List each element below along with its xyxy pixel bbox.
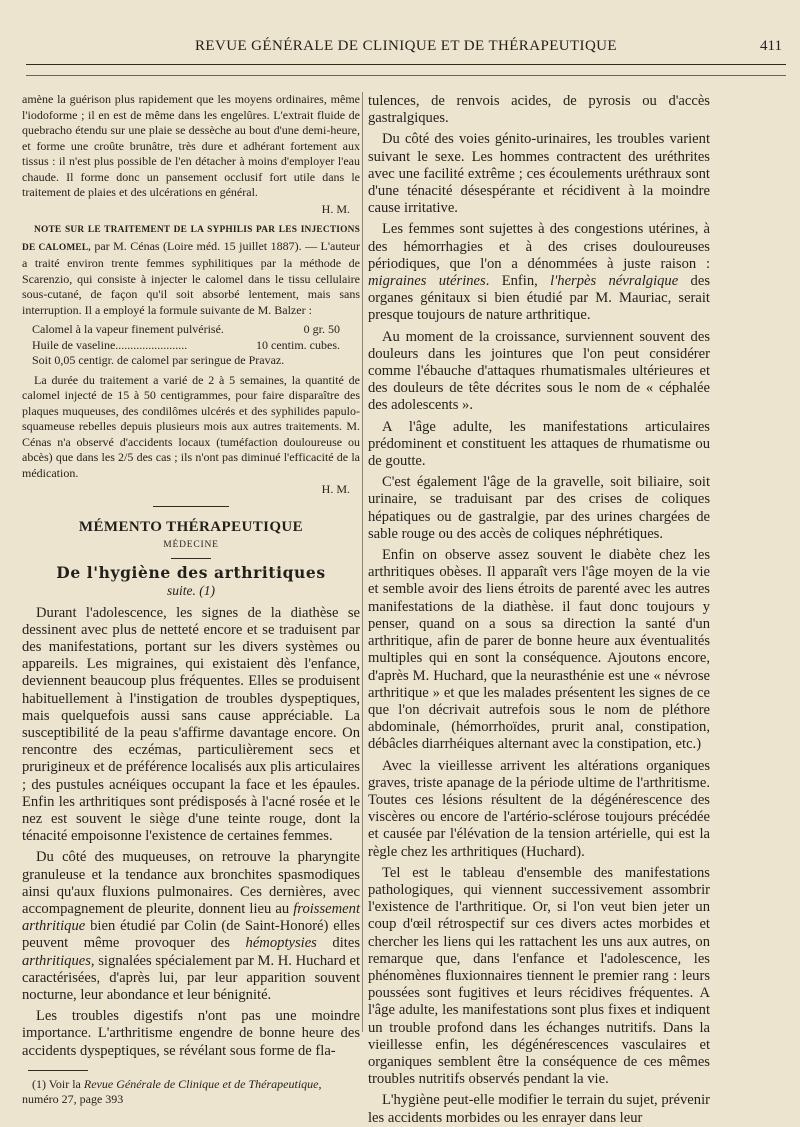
paragraph: L'hygiène peut-elle modifier le terrain du sujet, prévenir les accidents morbides ou les enrayer dans leur (368, 1092, 710, 1126)
paragraph: Enfin on observe assez souvent le diabète chez les arthritiques obèses. Il apparaît vers l'âge moyen de la vie et semble avoir des liens étroits de parenté avec les autres manifestations de la diathèse. il faut donc toujours y penser, quand on a sous sa direction la santé d'un arthritique, afin de parer de bonne heure aux éventualités multiples qui en sont la conséquence. Ajoutons encore, d'après M. Huchard, que la neurasthénie est une « névrose arthritique » et que les malades présentent les signes de ce que l'on décrivait autrefois sous le nom de pléthore abdominale, (hémorrhoïdes, prurit anal, constipation, débâcles diarrhéiques alternant avec la constipation, etc.) (368, 547, 710, 753)
journal-title: REVUE GÉNÉRALE DE CLINIQUE ET DE THÉRAPEUTIQUE (195, 38, 617, 54)
note-title: NOTE SUR LE TRAITEMENT DE LA SYPHILIS PAR LES INJECTIONS DE CALOMEL, (22, 225, 360, 253)
formula-item: Huile de vaseline........................ (32, 337, 188, 352)
paragraph: Au moment de la croissance, surviennent souvent des douleurs dans les jointures que l'on peut considérer comme l'ébauche d'attaques rhumatismales ultérieures et des douleurs de tête décrites sous le nom de « céphalée des adolescents ». (368, 328, 710, 414)
header-rule (26, 64, 786, 65)
paragraph: amène la guérison plus rapidement que les moyens ordinaires, même l'iodoforme ; il en est de même dans les engelûres. L'extrait fluide de quebracho étendu sur une plaie se dessèche au bout d'une demi-heure, et forme une croûte brunâtre, très dure et adhérant fortement aux tissus : il n'est plus possible de l'en détacher à moins d'employer l'eau chaude. Il forme donc un pansement occlusif fort utile dans le traitement de plaies et des ulcérations en général. (22, 92, 360, 199)
section-divider (153, 506, 229, 507)
signature: H. M. (321, 482, 350, 496)
footnote: (1) Voir la Revue Générale de Clinique et de Thérapeutique, numéro 27, page 393 (22, 1076, 322, 1106)
article-continuation: suite. (1) (167, 582, 215, 598)
section-heading: MÉMENTO THÉRAPEUTIQUE (78, 518, 304, 535)
header-rule-thin (26, 75, 786, 76)
formula-summary: Soit 0,05 centigr. de calomel par seringue de Pravaz. (32, 353, 285, 367)
small-divider (171, 558, 211, 559)
formula-row (32, 322, 360, 338)
signature: H. M. (321, 201, 350, 216)
footnote-rule (28, 1070, 88, 1071)
paragraph: La durée du traitement a varié de 2 à 5 semaines, la quantité de calomel injecté de 15 à 50 centigrammes, pour faire disparaître des plaques muqueuses, des condilômes ulcérés et des syphilides papulo-squameuse rebelles depuis plusieurs mois aux autres traitements. M. Cénas n'a observé d'accidents locaux (tuméfaction douloureuse ou abcès) que dans les 2/5 des cas ; ils n'ont pas diminué l'efficacité de la médication. (22, 372, 360, 480)
note-author: par M. Cénas (Loire méd. 15 juillet 1887). (94, 238, 302, 253)
article-body-left (22, 605, 360, 1060)
note-body: — L'auteur a traité environ trente femmes syphilitiques par la méthode de Scarenzio, qui consiste à injecter le calomel dans le tissu cellulaire sous-cutané, de façon qu'il soit absorbé lentement, mais sans interruption. Il a employé la formule suivante de M. Balzer : (22, 238, 361, 317)
formula-dose: 10 centim. cubes. (256, 337, 340, 352)
right-column (368, 93, 710, 1127)
paragraph: Avec la vieillesse arrivent les altérations organiques graves, triste apanage de la période ultime de l'arthritisme. Toutes ces lésions résultent de la dégénérescence des viscères ou encore de l'artério-sclérose toujours précédée et causée par l'élévation de la tension artérielle, qui est la règle chez les arthritiques (Huchard). (368, 757, 710, 860)
column-divider (362, 92, 363, 1032)
paragraph: C'est également l'âge de la gravelle, soit biliaire, soit urinaire, se traduisant par des crises de coliques hépatiques ou de gastralgie, par des urines chargées de sable rouge ou des accès de coliques néphrétiques. (368, 474, 710, 542)
paragraph: Durant l'adolescence, les signes de la diathèse se dessinent avec plus de netteté encore et se traduisent par des manifestations, portant sur les divers systèmes ou appareils. Les migraines, qui existaient dès l'enfance, deviennent beaucoup plus fréquentes. Elles se produisent habituellement à l'instigation de troubles dyspeptiques, mais quelquefois aussi sans cause appréciable. La susceptibilité de la peau s'affirme davantage encore. On rencontre des eczémas, particulièrement secs et prurigineux et de préférence localisés aux plis articulaires ; des pustules acnéiques occupant la face et les épaules. Enfin les arthritiques sont prédisposés à l'acné rosée et le nez est souvent le siège d'une teinte rouge, dont la ténacité empoisonne l'existence de certaines femmes. (22, 604, 360, 845)
formula-row (32, 338, 360, 354)
left-column (22, 92, 360, 1107)
paragraph: Du côté des voies génito-urinaires, les troubles varient suivant le sexe. Les hommes contractent des uréthrites avec une facilité extrême ; ces écoulements uréthraux sont d'une ténacité désespérante et récidivent à la moindre cause irritative. (368, 131, 710, 217)
running-header (26, 30, 786, 60)
formula-block (22, 322, 360, 369)
paragraph: Les troubles digestifs n'ont pas une moindre importance. L'arthritisme engendre de bonne heure des accidents dyspeptiques, se révélant sous forme de fla- (22, 1008, 360, 1059)
subsection-heading: MÉDECINE (163, 539, 219, 550)
page-number: 411 (760, 38, 782, 54)
paragraph: Tel est le tableau d'ensemble des manifestations pathologiques, qui viennent successivement assombrir l'existence de l'arthritique. Or, si l'on veut bien jeter un coup d'œil rétrospectif sur ces divers actes morbides et chercher les liens qui les rattachent les uns aux autres, on remarque que, dans l'enfance et l'adolescence, les phénomènes fluxionnaires tiennent le premier rang : leurs poussées sont fugitives et leurs récidives fréquentes. A l'âge adulte, les manifestations sont plus fixes et indiquent un trouble profond dans les échanges nutritifs. Dans la vieillesse enfin, les dégénérescences vasculaires et organiques semblent être la conséquence de ces mêmes troubles nutritifs observés pendant la vie. (368, 864, 710, 1088)
quebracho-note (22, 92, 360, 217)
paragraph: Du côté des muqueuses, on retrouve la pharyngite granuleuse et la tendance aux bronchites spasmodiques ainsi qu'aux fluxions pulmonaires. Ces dernières, avec accompagnement de pleurite, donnent lieu au froissement arthritique bien étudié par Colin (de Saint-Honoré) elles peuvent même provoquer des hémoptysies dites arthritiques, signalées spécialement par M. H. Huchard et caractérisées, d'après lui, par leur apparition souvent nocturne, leur abondance et leur bénignité. (22, 849, 361, 1003)
formula-dose: 0 gr. 50 (303, 322, 340, 336)
paragraph: tulences, de renvois acides, de pyrosis ou d'accès gastralgiques. (368, 93, 710, 127)
formula-item: Calomel à la vapeur finement pulvérisé. (32, 322, 224, 336)
paragraph: A l'âge adulte, les manifestations articulaires prédominent et constituent les attaques de rhumatisme ou de goutte. (368, 418, 710, 470)
paragraph: Les femmes sont sujettes à des congestions utérines, à des hémorrhagies et à des crises douloureuses périodiques, que l'on a dénommées à juste raison : migraines utérines. Enfin, l'herpès névralgique des organes génitaux si bien étudié par M. Mauriac, serait presque toujours de nature arthritique. (368, 221, 710, 324)
article-title: De l'hygiène des arthritiques (56, 562, 326, 582)
syphilis-note (22, 221, 360, 498)
